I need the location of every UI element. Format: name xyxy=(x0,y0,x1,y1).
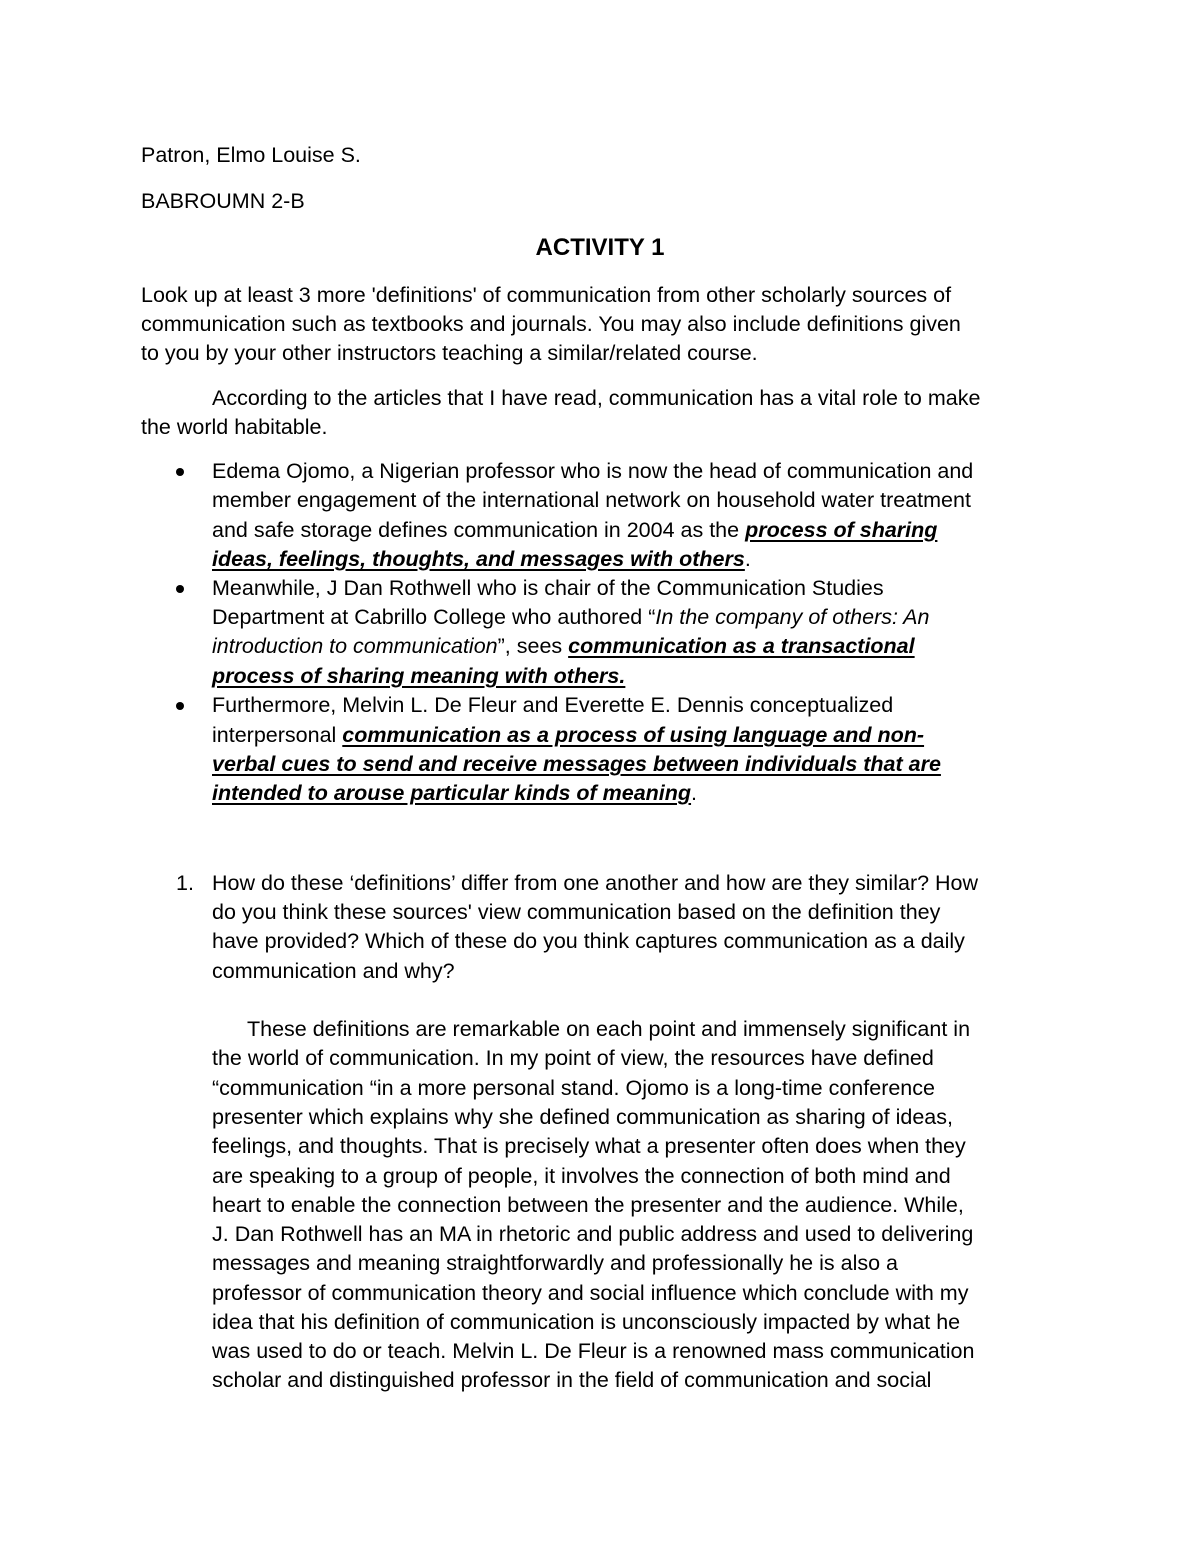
bullet2-line xyxy=(212,632,915,661)
book-title: In the company of others: An xyxy=(655,605,930,629)
question-number: 1. xyxy=(176,871,194,895)
bullet3-emphasis: intended to arouse particular kinds of meaning xyxy=(212,781,692,805)
answer-line: was used to do or teach. Melvin L. De Fleur is a renowned mass communication xyxy=(212,1339,975,1363)
bullet3-text: interpersonal xyxy=(212,723,343,747)
bullet2-text: ”, sees xyxy=(497,634,569,658)
bullet-icon xyxy=(176,468,184,476)
bullet3-line xyxy=(212,750,941,779)
answer-line: feelings, and thoughts. That is precisely what a presenter often does when they xyxy=(212,1134,966,1158)
answer-line: professor of communication theory and social influence which conclude with my xyxy=(212,1281,969,1305)
answer-line: idea that his definition of communication is unconsciously impacted by what he xyxy=(212,1310,961,1334)
bullet2-line: Meanwhile, J Dan Rothwell who is chair of the Communication Studies xyxy=(212,576,884,600)
bullet2-text: Department at Cabrillo College who authored “ xyxy=(212,605,656,629)
bullet3-line xyxy=(212,779,697,808)
answer-line: scholar and distinguished professor in the field of communication and social xyxy=(212,1368,932,1392)
bullet1-text: . xyxy=(744,547,751,571)
answer-line: the world of communication. In my point of view, the resources have defined xyxy=(212,1046,934,1070)
bullet3-text: . xyxy=(691,781,698,805)
bullet2-emphasis: communication as a transactional xyxy=(568,634,915,658)
bullet1-line: member engagement of the international network on household water treatment xyxy=(212,488,971,512)
bullet1-line: Edema Ojomo, a Nigerian professor who is now the head of communication and xyxy=(212,459,974,483)
answer-line: “communication “in a more personal stand. Ojomo is a long-time conference xyxy=(212,1076,935,1100)
question-line: have provided? Which of these do you think captures communication as a daily xyxy=(212,929,965,953)
bullet2-line xyxy=(212,662,625,691)
question-line: do you think these sources' view communication based on the definition they xyxy=(212,900,941,924)
bullet1-text: and safe storage defines communication in 2004 as the xyxy=(212,518,746,542)
bullet1-line xyxy=(212,545,751,574)
bullet3-emphasis: communication as a process of using language and non- xyxy=(342,723,925,747)
instruction-line: Look up at least 3 more 'definitions' of communication from other scholarly sources of xyxy=(141,283,952,307)
bullet1-emphasis: process of sharing xyxy=(745,518,938,542)
book-title: introduction to communication xyxy=(212,634,498,658)
bullet3-emphasis: verbal cues to send and receive messages between individuals that are xyxy=(212,752,941,776)
bullet1-line xyxy=(212,516,937,545)
student-section: BABROUMN 2-B xyxy=(141,189,305,213)
intro-line: the world habitable. xyxy=(141,415,328,439)
bullet-icon xyxy=(176,702,184,710)
student-name: Patron, Elmo Louise S. xyxy=(141,143,361,167)
answer-line: heart to enable the connection between the presenter and the audience. While, xyxy=(212,1193,964,1217)
intro-line: According to the articles that I have read, communication has a vital role to make xyxy=(212,386,981,410)
bullet2-emphasis: process of sharing meaning with others. xyxy=(212,664,626,688)
question-line: communication and why? xyxy=(212,959,455,983)
question-line: How do these ‘definitions’ differ from one another and how are they similar? How xyxy=(212,871,979,895)
instruction-line: communication such as textbooks and journals. You may also include definitions given xyxy=(141,312,961,336)
answer-line: presenter which explains why she defined communication as sharing of ideas, xyxy=(212,1105,953,1129)
answer-line: are speaking to a group of people, it involves the connection of both mind and xyxy=(212,1164,951,1188)
bullet3-line xyxy=(212,721,924,750)
answer-line: These definitions are remarkable on each point and immensely significant in xyxy=(247,1017,971,1041)
instruction-line: to you by your other instructors teaching a similar/related course. xyxy=(141,341,758,365)
answer-line: J. Dan Rothwell has an MA in rhetoric and public address and used to delivering xyxy=(212,1222,974,1246)
bullet1-emphasis: ideas, feelings, thoughts, and messages with others xyxy=(212,547,745,571)
bullet3-line: Furthermore, Melvin L. De Fleur and Everette E. Dennis conceptualized xyxy=(212,693,894,717)
answer-line: messages and meaning straightforwardly and professionally he is also a xyxy=(212,1251,898,1275)
page-title: ACTIVITY 1 xyxy=(535,234,665,261)
bullet-icon xyxy=(176,585,184,593)
bullet2-line xyxy=(212,603,929,632)
